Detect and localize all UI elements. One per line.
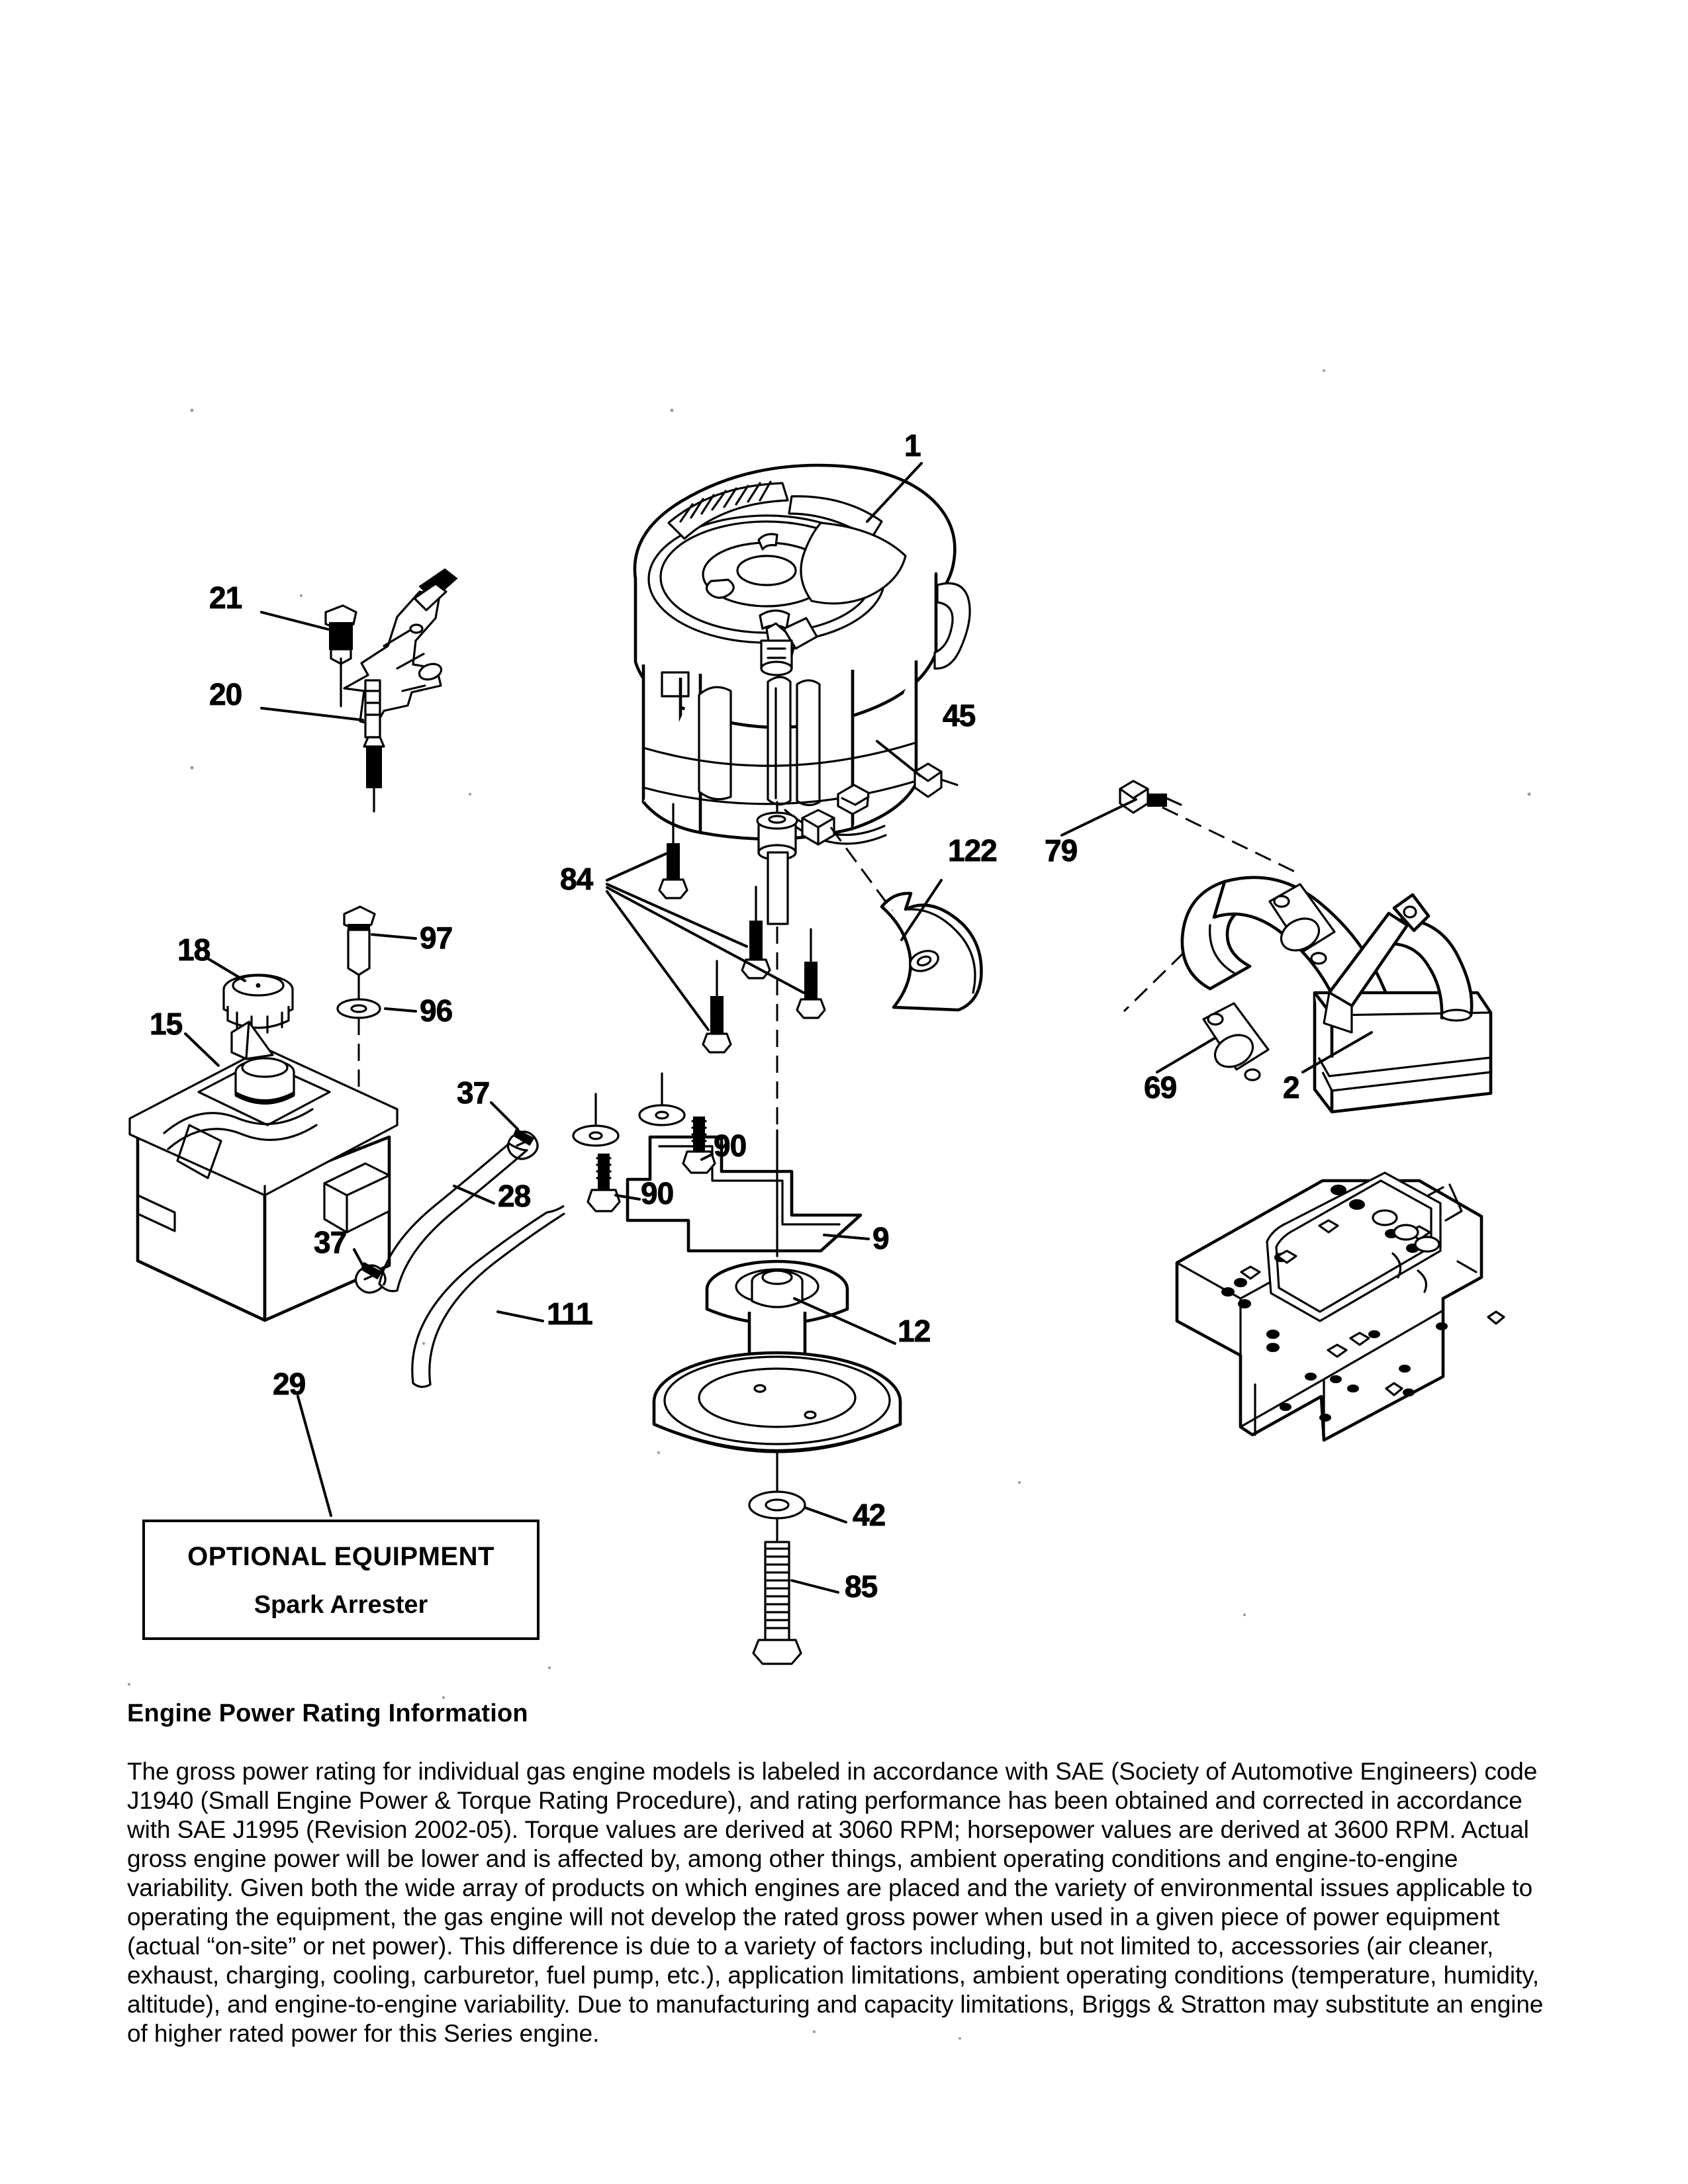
- callout-79[interactable]: 79: [1045, 833, 1078, 868]
- part-fuel-line-28: [379, 1144, 527, 1291]
- part-engine: [635, 465, 970, 924]
- callout-42[interactable]: 42: [853, 1498, 886, 1532]
- callout-15[interactable]: 15: [150, 1007, 183, 1041]
- optional-equipment-item: Spark Arrester: [254, 1591, 428, 1619]
- callout-9[interactable]: 9: [872, 1221, 889, 1255]
- optional-equipment-title: OPTIONAL EQUIPMENT: [187, 1542, 494, 1571]
- note-body: The gross power rating for individual gas engine models is labeled in accordance with SAE (Society of Automotive Engineers) code J1940 (Small Engine Power & Torque Rating Procedure), and rating performance has been obtained and corrected in accordance with SAE J1995 (Revision 2002-05). Torque values are derived at 3060 RPM; horsepower values are derived at 3600 RPM. Actual gross engine power will be lower and is affected by, among other things, ambient operating conditions and engine-to-engine variability. Given both the wide array of products on which engines are placed and the variety of environmental issues applicable to operating the equipment, the gas engine will not develop the rated gross power when used in a given piece of power equipment (actual “on-site” or net power). This difference is due to a variety of factors including, but not limited to, accessories (air cleaner, exhaust, charging, cooling, carburetor, fuel pump, etc.), application limitations, ambient operating conditions (temperature, humidity, altitude), and engine-to-engine variability. Due to manufacturing and capacity limitations, Briggs & Stratton may substitute an engine of higher rated power for this Series engine.: [127, 1758, 1544, 2047]
- engine-power-rating-note: [127, 1700, 1569, 2048]
- note-heading: Engine Power Rating Information: [127, 1700, 528, 1727]
- callout-2[interactable]: 2: [1283, 1070, 1299, 1105]
- part-throttle-control: [326, 569, 457, 811]
- callout-90-upper[interactable]: 90: [714, 1128, 747, 1163]
- callout-97[interactable]: 97: [420, 921, 453, 955]
- part-fuel-line-111: [412, 1206, 564, 1387]
- callout-28[interactable]: 28: [498, 1179, 531, 1213]
- callout-90-lower[interactable]: 90: [641, 1176, 674, 1210]
- callout-1[interactable]: 1: [904, 428, 921, 463]
- callout-20[interactable]: 20: [209, 677, 242, 711]
- part-fuel-cap: [224, 975, 293, 1032]
- callout-45[interactable]: 45: [943, 698, 976, 733]
- callout-84[interactable]: 84: [560, 862, 593, 896]
- callout-37-lower[interactable]: 37: [314, 1225, 347, 1259]
- callout-37-upper[interactable]: 37: [457, 1075, 490, 1110]
- callout-29[interactable]: 29: [273, 1367, 306, 1401]
- callout-85[interactable]: 85: [845, 1569, 878, 1604]
- part-pulley-fastener: [749, 1451, 846, 1664]
- callout-21[interactable]: 21: [209, 580, 242, 615]
- callout-96[interactable]: 96: [420, 993, 453, 1028]
- callout-18[interactable]: 18: [177, 933, 211, 967]
- callout-111[interactable]: 111: [547, 1297, 592, 1331]
- callout-69[interactable]: 69: [1144, 1070, 1177, 1105]
- optional-equipment-box: [142, 1520, 539, 1640]
- part-frame-plate: [1177, 1173, 1504, 1440]
- callout-12[interactable]: 12: [898, 1314, 931, 1348]
- callout-122[interactable]: 122: [948, 833, 997, 868]
